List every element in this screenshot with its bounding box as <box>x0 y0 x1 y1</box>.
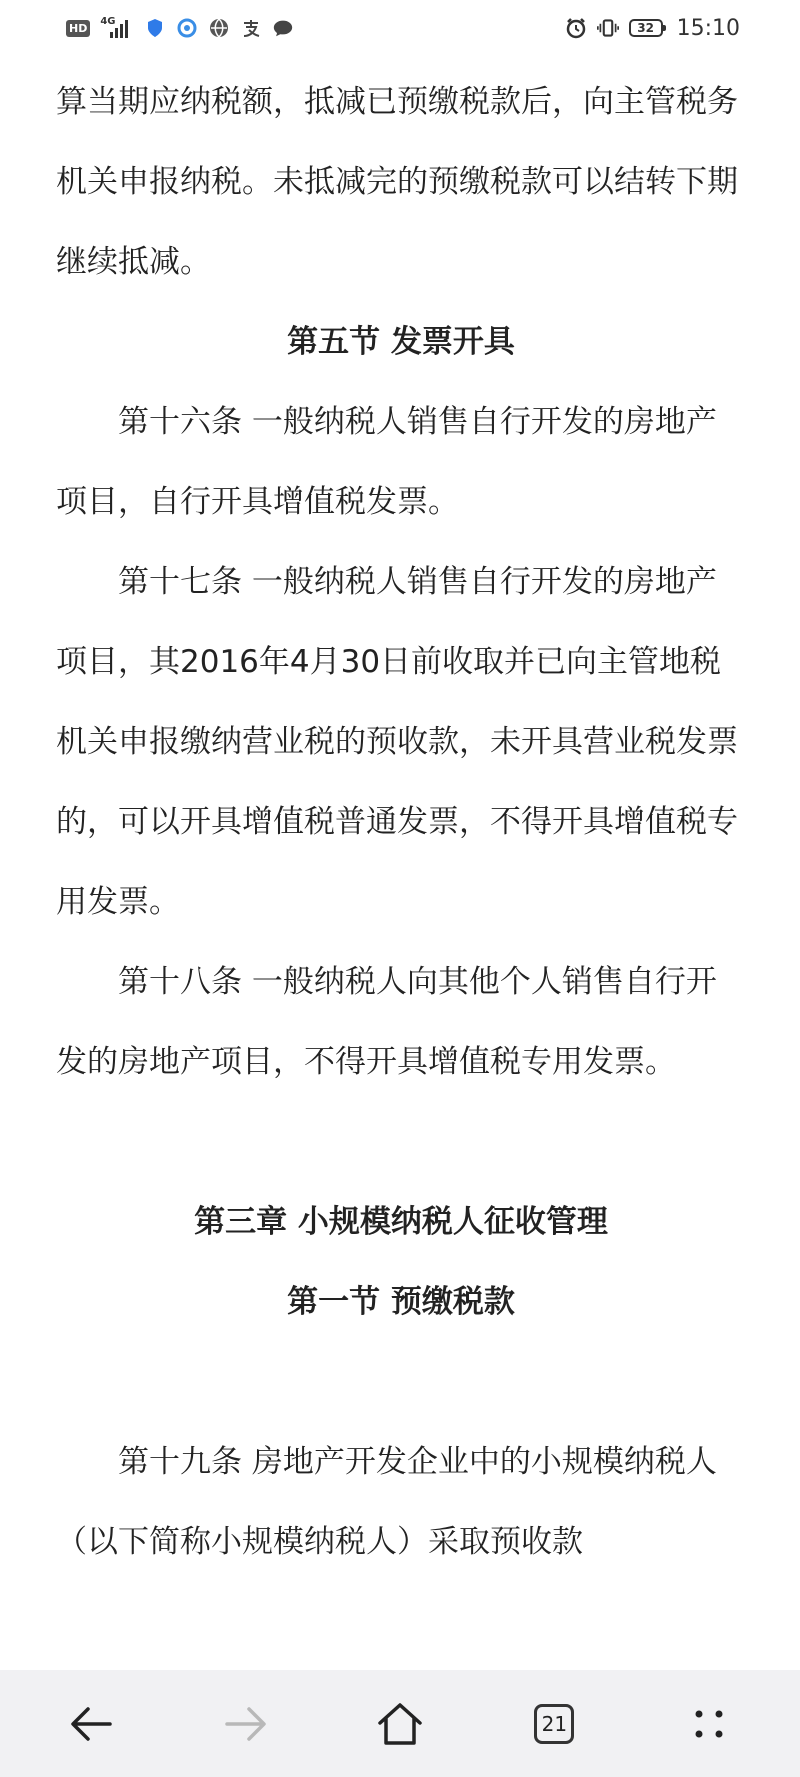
tabs-button[interactable] <box>514 1684 594 1764</box>
home-button[interactable] <box>360 1684 440 1764</box>
bottom-navigation <box>0 1670 800 1777</box>
spacer <box>56 1342 746 1422</box>
status-time: 15:10 <box>676 15 740 41</box>
battery-icon <box>629 19 663 37</box>
back-button[interactable] <box>51 1684 131 1764</box>
spacer <box>56 1102 746 1182</box>
hd-icon: HD <box>66 20 90 37</box>
alipay-icon <box>240 17 262 39</box>
section-heading: 第五节 发票开具 <box>287 324 515 360</box>
home-icon <box>376 1701 424 1747</box>
network-generation: 4G <box>100 16 116 27</box>
paragraph-continuation: 算当期应纳税额，抵减已预缴税款后，向主管税务机关申报纳税。未抵减完的预缴税款可以结转下期继续抵减。 <box>56 84 738 280</box>
forward-icon <box>223 1704 269 1744</box>
back-icon <box>68 1704 114 1744</box>
tab-count: 21 <box>541 1711 568 1736</box>
section-heading: 第一节 预缴税款 <box>287 1284 515 1320</box>
signal-icon <box>100 16 134 40</box>
alarm-icon <box>565 17 587 39</box>
forward-button[interactable] <box>206 1684 286 1764</box>
browser-icon <box>176 17 198 39</box>
article-19: 第十九条 房地产开发企业中的小规模纳税人（以下简称小规模纳税人）采取预收款 <box>56 1444 717 1560</box>
status-left <box>66 16 294 40</box>
battery-level: 32 <box>637 21 654 35</box>
shield-icon <box>144 17 166 39</box>
vibrate-icon <box>597 17 619 39</box>
globe-icon <box>208 17 230 39</box>
menu-icon <box>691 1706 727 1742</box>
tabs-icon <box>534 1704 574 1744</box>
menu-button[interactable] <box>669 1684 749 1764</box>
article-17: 第十七条 一般纳税人销售自行开发的房地产项目，其2016年4月30日前收取并已向主管地税机关申报缴纳营业税的预收款，未开具营业税发票的，可以开具增值税普通发票，不得开具增值税专用发票。 <box>56 564 738 920</box>
status-bar <box>0 0 800 56</box>
chapter-heading: 第三章 小规模纳税人征收管理 <box>194 1204 608 1240</box>
article-content <box>56 62 746 1582</box>
article-16: 第十六条 一般纳税人销售自行开发的房地产项目，自行开具增值税发票。 <box>56 404 717 520</box>
status-right <box>565 16 740 41</box>
chat-icon <box>272 17 294 39</box>
article-18: 第十八条 一般纳税人向其他个人销售自行开发的房地产项目，不得开具增值税专用发票。 <box>56 964 717 1080</box>
